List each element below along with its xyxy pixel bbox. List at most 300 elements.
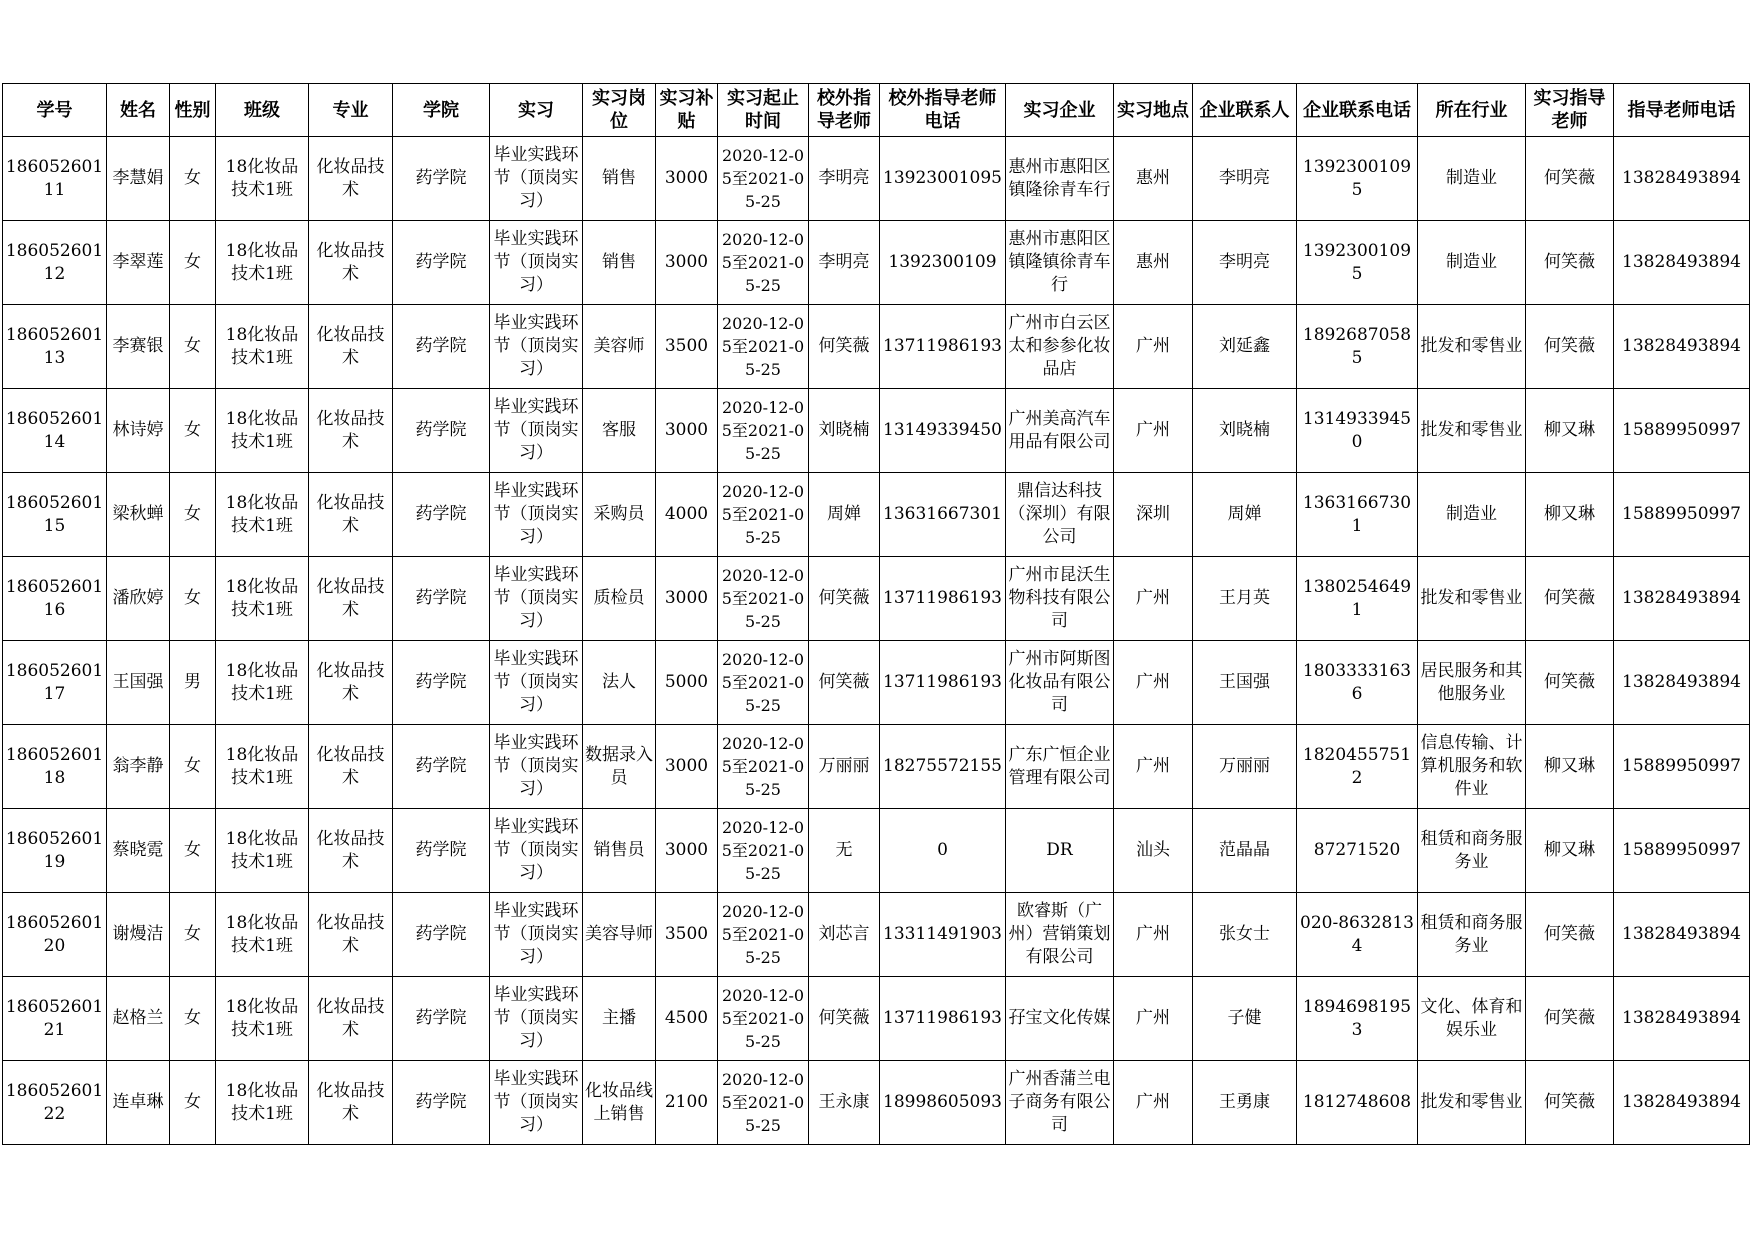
table-cell <box>3 137 107 221</box>
table-cell <box>1114 137 1193 221</box>
cell-text: 居民服务和其他服务业 <box>1420 660 1523 704</box>
table-cell <box>880 893 1006 977</box>
table-cell <box>1114 473 1193 557</box>
table-cell <box>490 809 583 893</box>
table-cell <box>809 221 880 305</box>
table-cell <box>309 1061 393 1145</box>
cell-text: 2020-12-05至2021-05-25 <box>721 986 805 1051</box>
cell-text: 毕业实践环节（顶岗实习） <box>493 397 579 463</box>
table-cell <box>1193 221 1297 305</box>
cell-text: 1392300109 <box>888 252 997 272</box>
table-cell <box>880 221 1006 305</box>
cell-text: 2020-12-05至2021-05-25 <box>721 902 805 967</box>
table-cell <box>1418 1061 1526 1145</box>
cell-text: 18605260116 <box>5 576 104 620</box>
cell-text: 18275572155 <box>883 756 1002 776</box>
cell-text: 药学院 <box>415 924 467 944</box>
cell-text: 18605260112 <box>5 240 104 284</box>
cell-text: 女 <box>184 840 201 860</box>
cell-text: 女 <box>184 588 201 608</box>
cell-text: 13711986193 <box>883 588 1002 608</box>
table-cell <box>1006 725 1114 809</box>
column-header: 实习补贴 <box>656 84 718 137</box>
table-row <box>3 221 1750 305</box>
cell-text: 林诗婷 <box>112 420 164 440</box>
cell-text: 药学院 <box>415 420 467 440</box>
table-cell <box>1193 641 1297 725</box>
cell-text: 何笑薇 <box>1544 1092 1595 1112</box>
cell-text: 租赁和商务服务业 <box>1420 912 1523 956</box>
table-cell <box>656 557 718 641</box>
table-cell <box>809 557 880 641</box>
cell-text: 何笑薇 <box>1544 168 1595 188</box>
cell-text: 李翠莲 <box>112 252 164 272</box>
cell-text: 2020-12-05至2021-05-25 <box>721 482 805 547</box>
cell-text: 广州市昆沃生物科技有限公司 <box>1008 565 1111 631</box>
cell-text: 鼎信达科技（深圳）有限公司 <box>1008 481 1111 547</box>
cell-text: 2020-12-05至2021-05-25 <box>721 398 805 463</box>
table-cell <box>1193 809 1297 893</box>
column-header: 姓名 <box>107 84 170 137</box>
cell-text: 法人 <box>602 672 636 692</box>
table-cell <box>809 389 880 473</box>
cell-text: 18033331636 <box>1302 660 1412 704</box>
cell-text: 惠州 <box>1136 168 1170 188</box>
table-cell <box>490 893 583 977</box>
cell-text: 销售 <box>602 252 636 272</box>
table-cell <box>3 557 107 641</box>
table-cell <box>393 893 490 977</box>
cell-text: 汕头 <box>1136 840 1170 860</box>
cell-text: 柳又琳 <box>1544 420 1595 440</box>
table-cell <box>880 977 1006 1061</box>
cell-text: 刘晓楠 <box>818 420 870 440</box>
cell-text: 18化妆品技术1班 <box>225 996 299 1040</box>
table-row <box>3 389 1750 473</box>
cell-text: 翁李静 <box>112 756 164 776</box>
table-cell <box>1006 977 1114 1061</box>
cell-text: 销售 <box>602 168 636 188</box>
cell-text: 惠州市惠阳区镇隆镇徐青车行 <box>1008 229 1111 295</box>
table-cell <box>1006 893 1114 977</box>
table-cell <box>1006 389 1114 473</box>
table-cell <box>1526 641 1614 725</box>
cell-text: 药学院 <box>415 756 467 776</box>
table-cell <box>170 389 216 473</box>
table-cell <box>718 389 809 473</box>
table-body <box>3 137 1750 1145</box>
table-cell <box>1114 1061 1193 1145</box>
table-cell <box>809 1061 880 1145</box>
cell-text: 连卓琳 <box>112 1092 164 1112</box>
column-header: 实习指导老师 <box>1526 84 1614 137</box>
table-cell <box>880 641 1006 725</box>
cell-text: 化妆品技术 <box>316 828 385 872</box>
table-row <box>3 893 1750 977</box>
cell-text: 13828493894 <box>1622 168 1741 188</box>
cell-text: 毕业实践环节（顶岗实习） <box>493 733 579 799</box>
table-cell <box>3 809 107 893</box>
table-cell <box>490 305 583 389</box>
table-cell <box>107 389 170 473</box>
cell-text: 13631667301 <box>1302 492 1412 536</box>
cell-text: 化妆品技术 <box>316 996 385 1040</box>
table-cell <box>170 137 216 221</box>
table-cell <box>1526 473 1614 557</box>
column-header: 校外指导老师电话 <box>880 84 1006 137</box>
table-cell <box>1418 977 1526 1061</box>
table-cell <box>1526 137 1614 221</box>
table-cell <box>1526 305 1614 389</box>
table-cell <box>718 977 809 1061</box>
cell-text: 数据录入员 <box>585 744 653 788</box>
table-cell <box>1297 305 1418 389</box>
cell-text: 孖宝文化传媒 <box>1008 1008 1111 1028</box>
table-cell <box>1114 305 1193 389</box>
table-cell <box>656 809 718 893</box>
cell-text: 毕业实践环节（顶岗实习） <box>493 817 579 883</box>
table-cell <box>216 221 309 305</box>
cell-text: 药学院 <box>415 168 467 188</box>
table-cell <box>1526 557 1614 641</box>
cell-text: 蔡晓霓 <box>112 840 164 860</box>
table-cell <box>656 221 718 305</box>
table-row <box>3 725 1750 809</box>
table-cell <box>393 809 490 893</box>
cell-text: 18化妆品技术1班 <box>225 1080 299 1124</box>
cell-text: 13923001095 <box>1302 156 1412 200</box>
cell-text: 18605260121 <box>5 996 104 1040</box>
table-cell <box>1418 221 1526 305</box>
table-cell <box>1114 893 1193 977</box>
column-header: 实习起止时间 <box>718 84 809 137</box>
cell-text: 批发和零售业 <box>1420 420 1523 440</box>
table-row <box>3 1061 1750 1145</box>
cell-text: 何笑薇 <box>1544 588 1595 608</box>
cell-text: 药学院 <box>415 672 467 692</box>
cell-text: 13631667301 <box>883 504 1002 524</box>
cell-text: 4500 <box>664 1008 709 1028</box>
table-cell <box>1193 305 1297 389</box>
table-cell <box>107 809 170 893</box>
table-cell <box>170 305 216 389</box>
table-cell <box>718 221 809 305</box>
cell-text: 批发和零售业 <box>1420 588 1523 608</box>
table-cell <box>656 389 718 473</box>
cell-text: 女 <box>184 420 201 440</box>
table-cell <box>656 725 718 809</box>
cell-text: 2020-12-05至2021-05-25 <box>721 818 805 883</box>
table-cell <box>107 557 170 641</box>
cell-text: 女 <box>184 504 201 524</box>
cell-text: 020-86328134 <box>1300 912 1414 956</box>
table-cell <box>216 977 309 1061</box>
column-header: 校外指导老师 <box>809 84 880 137</box>
table-cell <box>1526 893 1614 977</box>
cell-text: 13711986193 <box>883 672 1002 692</box>
table-cell <box>1297 1061 1418 1145</box>
table-row <box>3 641 1750 725</box>
table-cell <box>393 389 490 473</box>
table-cell <box>1114 641 1193 725</box>
cell-text: 3000 <box>664 756 709 776</box>
table-cell <box>216 641 309 725</box>
column-header: 实习岗位 <box>583 84 656 137</box>
table-cell <box>216 809 309 893</box>
cell-text: 2020-12-05至2021-05-25 <box>721 230 805 295</box>
table-cell <box>1418 641 1526 725</box>
cell-text: 制造业 <box>1446 252 1497 272</box>
cell-text: 无 <box>835 840 853 860</box>
cell-text: 女 <box>184 168 201 188</box>
cell-text: 药学院 <box>415 252 467 272</box>
table-cell <box>216 389 309 473</box>
table-cell <box>1614 893 1750 977</box>
cell-text: 2020-12-05至2021-05-25 <box>721 314 805 379</box>
table-cell <box>216 305 309 389</box>
cell-text: 李明亮 <box>818 252 870 272</box>
table-cell <box>1297 725 1418 809</box>
cell-text: 13311491903 <box>883 924 1002 944</box>
cell-text: 18605260113 <box>5 324 104 368</box>
cell-text: 18926870585 <box>1302 324 1412 368</box>
table-cell <box>1297 221 1418 305</box>
table-cell <box>1006 1061 1114 1145</box>
cell-text: 王月英 <box>1219 588 1270 608</box>
cell-text: 化妆品技术 <box>316 744 385 788</box>
column-header: 所在行业 <box>1418 84 1526 137</box>
table-cell <box>3 977 107 1061</box>
table-cell <box>309 725 393 809</box>
cell-text: 18化妆品技术1班 <box>225 324 299 368</box>
cell-text: 5000 <box>664 672 709 692</box>
cell-text: 毕业实践环节（顶岗实习） <box>493 985 579 1051</box>
table-cell <box>107 977 170 1061</box>
cell-text: 18化妆品技术1班 <box>225 408 299 452</box>
table-cell <box>1526 1061 1614 1145</box>
table-cell <box>656 977 718 1061</box>
column-header: 企业联系电话 <box>1297 84 1418 137</box>
table-cell <box>583 389 656 473</box>
table-cell <box>718 893 809 977</box>
table-cell <box>1114 221 1193 305</box>
table-cell <box>309 893 393 977</box>
cell-text: 李明亮 <box>1219 252 1270 272</box>
cell-text: 女 <box>184 252 201 272</box>
cell-text: 广州美高汽车用品有限公司 <box>1008 408 1111 452</box>
table-cell <box>1114 725 1193 809</box>
table-cell <box>1526 221 1614 305</box>
cell-text: 2020-12-05至2021-05-25 <box>721 1070 805 1135</box>
table-cell <box>809 977 880 1061</box>
internship-roster-sheet <box>2 83 1749 1145</box>
cell-text: 何笑薇 <box>818 588 870 608</box>
cell-text: 药学院 <box>415 588 467 608</box>
cell-text: 批发和零售业 <box>1420 336 1523 356</box>
cell-text: 广州 <box>1136 588 1170 608</box>
cell-text: 制造业 <box>1446 504 1497 524</box>
table-cell <box>393 641 490 725</box>
cell-text: 化妆品技术 <box>316 492 385 536</box>
cell-text: 13828493894 <box>1622 1092 1741 1112</box>
cell-text: 化妆品技术 <box>316 156 385 200</box>
cell-text: 美容师 <box>593 336 645 356</box>
table-cell <box>583 641 656 725</box>
table-cell <box>1297 557 1418 641</box>
table-cell <box>1418 389 1526 473</box>
table-cell <box>107 641 170 725</box>
table-cell <box>1193 389 1297 473</box>
table-cell <box>809 641 880 725</box>
table-cell <box>393 557 490 641</box>
cell-text: 13828493894 <box>1622 672 1741 692</box>
cell-text: 信息传输、计算机服务和软件业 <box>1420 733 1523 799</box>
cell-text: 87271520 <box>1313 840 1401 860</box>
cell-text: 18化妆品技术1班 <box>225 660 299 704</box>
table-cell <box>216 893 309 977</box>
cell-text: 谢熳洁 <box>112 924 164 944</box>
cell-text: 毕业实践环节（顶岗实习） <box>493 1069 579 1135</box>
cell-text: 租赁和商务服务业 <box>1420 828 1523 872</box>
table-cell <box>718 305 809 389</box>
cell-text: 13828493894 <box>1622 336 1741 356</box>
cell-text: 18化妆品技术1班 <box>225 492 299 536</box>
cell-text: 毕业实践环节（顶岗实习） <box>493 901 579 967</box>
cell-text: 13802546491 <box>1302 576 1412 620</box>
table-cell <box>1418 305 1526 389</box>
cell-text: 文化、体育和娱乐业 <box>1420 996 1523 1040</box>
cell-text: 18605260115 <box>5 492 104 536</box>
table-cell <box>1614 557 1750 641</box>
table-cell <box>656 305 718 389</box>
table-cell <box>656 473 718 557</box>
cell-text: 3000 <box>664 168 709 188</box>
cell-text: 王勇康 <box>1219 1092 1270 1112</box>
table-cell <box>880 305 1006 389</box>
table-cell <box>1297 137 1418 221</box>
cell-text: 制造业 <box>1446 168 1497 188</box>
table-cell <box>1006 305 1114 389</box>
cell-text: 广州 <box>1136 420 1170 440</box>
cell-text: 女 <box>184 336 201 356</box>
cell-text: 深圳 <box>1136 504 1170 524</box>
table-cell <box>718 137 809 221</box>
cell-text: 批发和零售业 <box>1420 1092 1523 1112</box>
table-cell <box>309 557 393 641</box>
cell-text: 范晶晶 <box>1219 840 1270 860</box>
table-cell <box>1418 725 1526 809</box>
cell-text: 李明亮 <box>818 168 870 188</box>
cell-text: 周婵 <box>1227 504 1262 524</box>
cell-text: 药学院 <box>415 336 467 356</box>
column-header: 班级 <box>216 84 309 137</box>
cell-text: 18605260111 <box>5 156 104 200</box>
cell-text: 化妆品技术 <box>316 324 385 368</box>
cell-text: 0 <box>937 840 948 860</box>
table-cell <box>393 977 490 1061</box>
table-cell <box>809 473 880 557</box>
table-cell <box>309 389 393 473</box>
table-cell <box>393 137 490 221</box>
table-cell <box>718 641 809 725</box>
cell-text: 王国强 <box>112 672 164 692</box>
cell-text: 18605260122 <box>5 1080 104 1124</box>
table-cell <box>1297 389 1418 473</box>
table-cell <box>880 473 1006 557</box>
cell-text: 4000 <box>664 504 709 524</box>
table-cell <box>216 137 309 221</box>
column-header: 性别 <box>170 84 216 137</box>
table-cell <box>1006 221 1114 305</box>
table-cell <box>880 137 1006 221</box>
cell-text: 何笑薇 <box>818 672 870 692</box>
table-cell <box>583 725 656 809</box>
cell-text: 13828493894 <box>1622 924 1741 944</box>
table-cell <box>107 893 170 977</box>
column-header: 指导老师电话 <box>1614 84 1750 137</box>
cell-text: 李明亮 <box>1219 168 1270 188</box>
cell-text: 何笑薇 <box>818 336 870 356</box>
cell-text: 药学院 <box>415 840 467 860</box>
cell-text: 何笑薇 <box>1544 252 1595 272</box>
table-cell <box>809 725 880 809</box>
table-cell <box>3 725 107 809</box>
cell-text: 18化妆品技术1班 <box>225 156 299 200</box>
table-cell <box>1114 809 1193 893</box>
table-cell <box>216 473 309 557</box>
cell-text: 化妆品技术 <box>316 912 385 956</box>
cell-text: 13711986193 <box>883 1008 1002 1028</box>
cell-text: 18化妆品技术1班 <box>225 828 299 872</box>
cell-text: 刘芯言 <box>818 924 870 944</box>
cell-text: 毕业实践环节（顶岗实习） <box>493 565 579 631</box>
cell-text: 化妆品线上销售 <box>585 1080 653 1124</box>
table-cell <box>718 725 809 809</box>
table-cell <box>1297 977 1418 1061</box>
table-cell <box>490 557 583 641</box>
table-cell <box>656 641 718 725</box>
cell-text: 惠州市惠阳区镇隆徐青车行 <box>1008 156 1111 200</box>
table-cell <box>583 221 656 305</box>
cell-text: 3000 <box>664 252 709 272</box>
table-cell <box>1526 725 1614 809</box>
cell-text: 美容导师 <box>585 924 653 944</box>
cell-text: 15889950997 <box>1622 504 1741 524</box>
cell-text: 销售员 <box>593 840 645 860</box>
table-cell <box>718 473 809 557</box>
cell-text: 女 <box>184 924 201 944</box>
header-row <box>3 84 1750 137</box>
table-cell <box>3 305 107 389</box>
table-cell <box>1614 809 1750 893</box>
table-cell <box>583 305 656 389</box>
table-cell <box>3 473 107 557</box>
cell-text: 子健 <box>1227 1008 1262 1028</box>
cell-text: 广州市白云区太和参参化妆品店 <box>1008 313 1111 379</box>
cell-text: 广州香蒲兰电子商务有限公司 <box>1008 1069 1111 1135</box>
table-cell <box>107 473 170 557</box>
table-cell <box>1193 137 1297 221</box>
table-cell <box>1193 557 1297 641</box>
table-cell <box>490 977 583 1061</box>
cell-text: 柳又琳 <box>1544 756 1595 776</box>
column-header: 学号 <box>3 84 107 137</box>
cell-text: 张女士 <box>1219 924 1270 944</box>
table-cell <box>880 389 1006 473</box>
table-cell <box>583 977 656 1061</box>
table-cell <box>583 557 656 641</box>
table-cell <box>1297 641 1418 725</box>
